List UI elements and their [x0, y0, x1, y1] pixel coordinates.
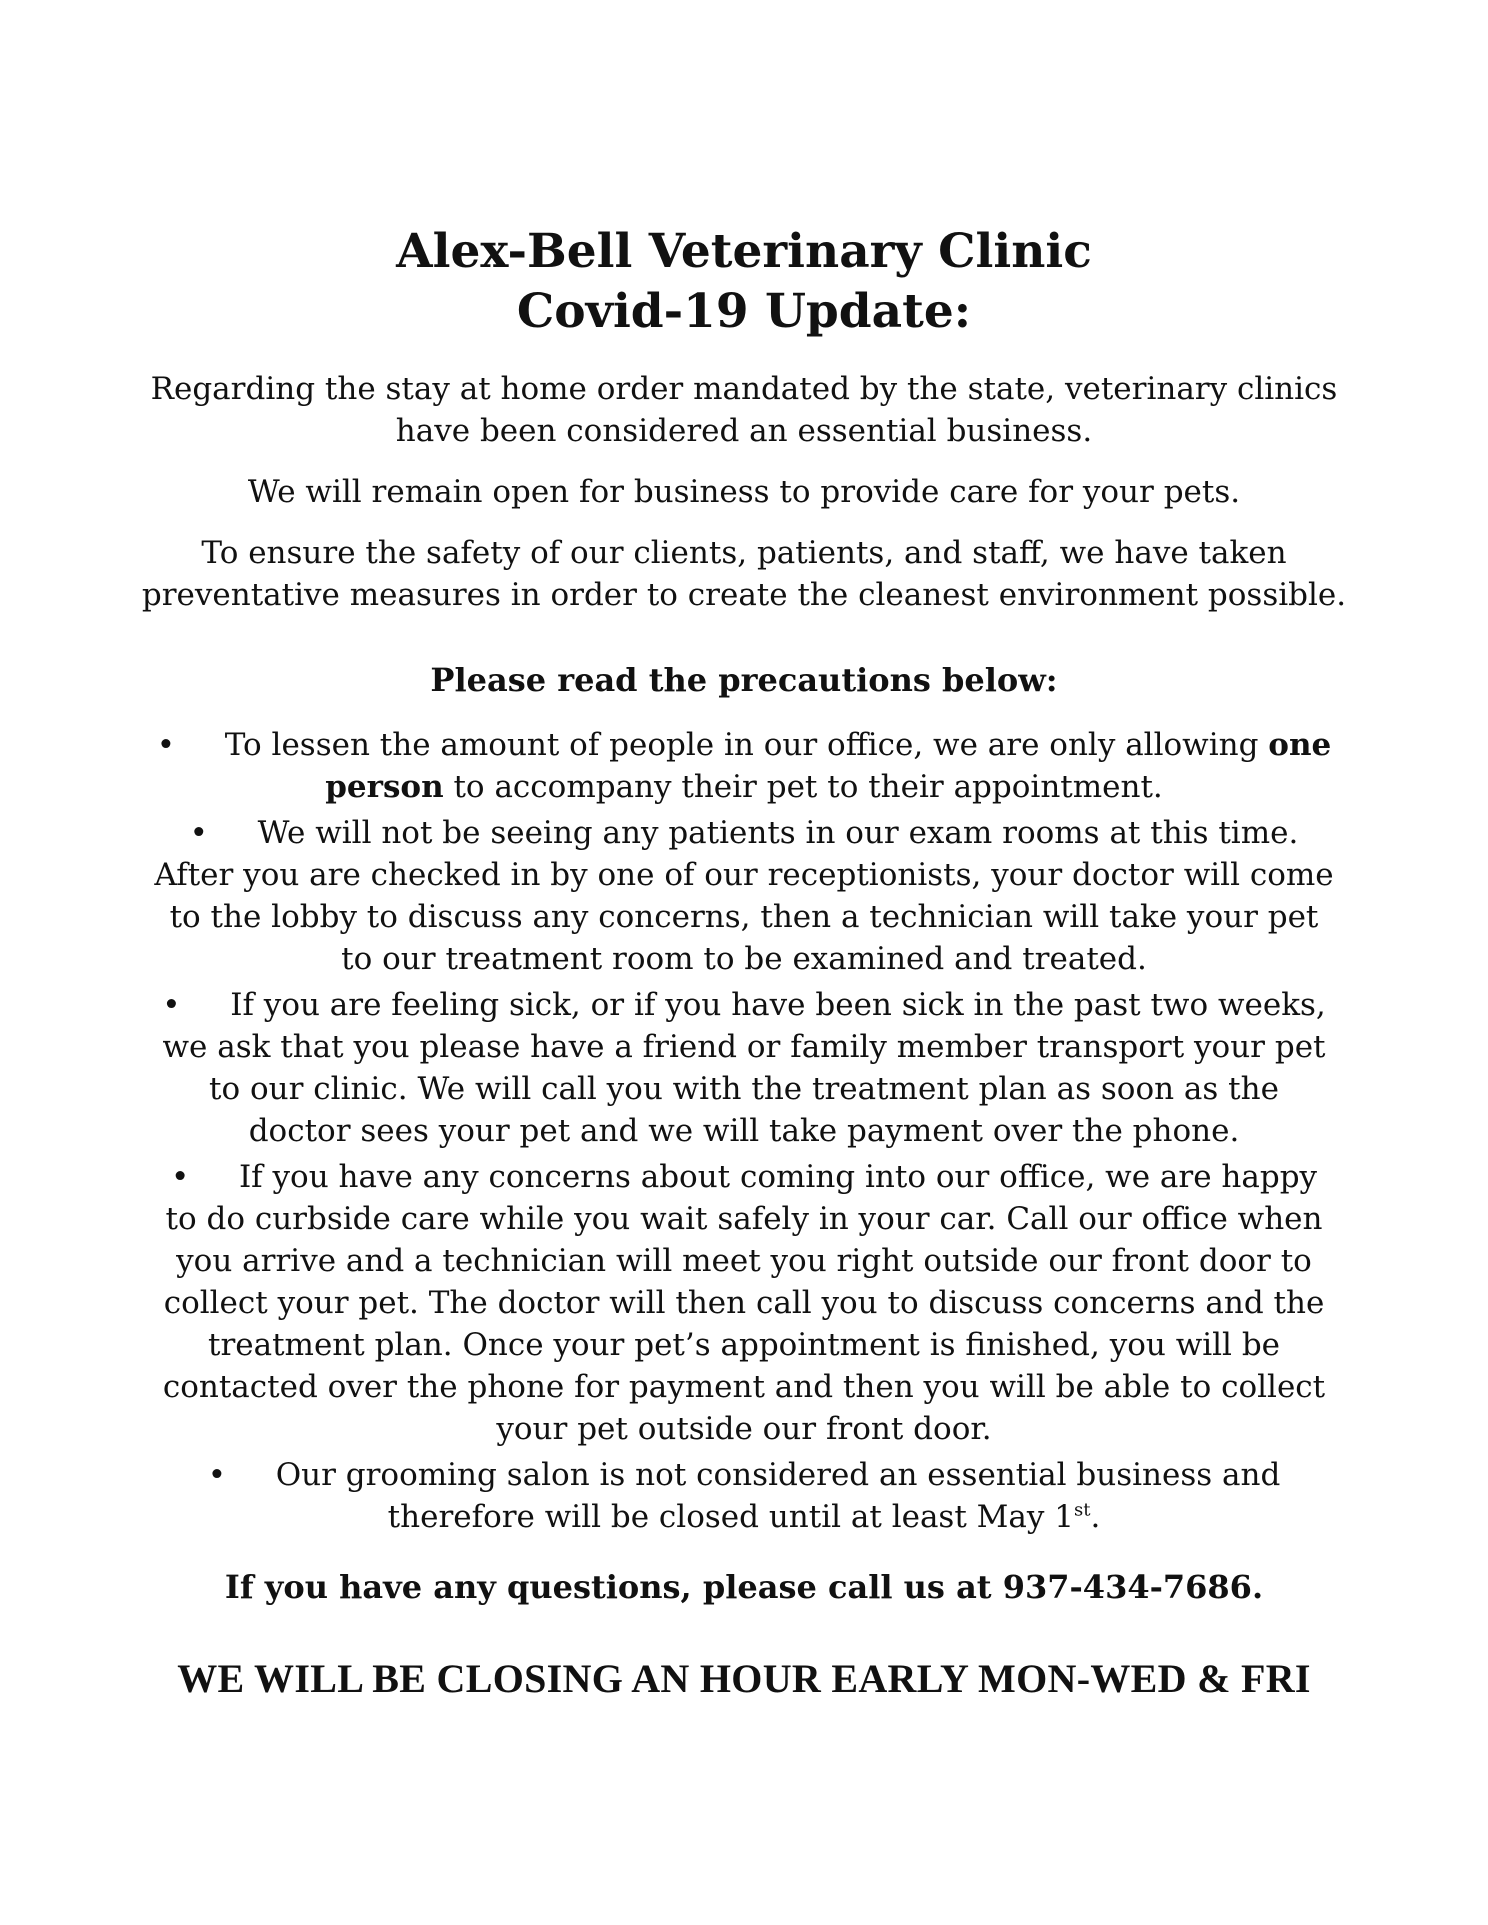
bullet-icon: •: [156, 727, 176, 763]
intro-safety-measures: To ensure the safety of our clients, patients, and staff, we have taken preventative measures in order to create the cleanest environment possible.: [141, 535, 1347, 613]
precaution-item-curbside-care: [140, 1156, 1348, 1450]
precaution-item-exam-rooms: [140, 812, 1348, 980]
intro-essential-business: Regarding the stay at home order mandated by the state, veterinary clinics have been considered an essential business.: [150, 371, 1338, 449]
date-superscript: st: [1073, 1499, 1091, 1521]
title-update: Covid-19 Update:: [516, 284, 972, 339]
precaution-emphasis: one person: [325, 727, 1332, 805]
precaution-text: If you are feeling sick, or if you have been sick in the past two weeks, we ask that you please have a friend or family member transport your pet to our clinic. We will call you with the treatment plan as soon as the doctor sees your pet and we will take payment over the phone.: [162, 987, 1326, 1149]
closing-hours-notice: WE WILL BE CLOSING AN HOUR EARLY MON-WED & FRI: [177, 1656, 1311, 1701]
intro-remain-open: We will remain open for business to provide care for your pets.: [247, 474, 1241, 510]
intro-section: [140, 368, 1348, 616]
precaution-text: Our grooming salon is not considered an essential business and therefore will be closed until at least May 1: [275, 1457, 1281, 1535]
precaution-text: To lessen the amount of people in our office, we are only allowing: [224, 727, 1269, 763]
precaution-text: We will not be seeing any patients in our exam rooms at this time. After you are checked in by one of our receptionists, your doctor will come to the lobby to discuss any concerns, then a technician will take your pet to our treatment room to be examined and treated.: [154, 815, 1334, 977]
bullet-icon: •: [162, 987, 181, 1023]
covid-update-notice: [140, 222, 1348, 1704]
precaution-text: If you have any concerns about coming into our office, we are happy to do curbside care while you wait safely in your car. Call our office when you arrive and a technician will meet you right outside our front door to collect your pet. The doctor will then call you to discuss concerns and the treatment plan. Once your pet’s appointment is finished, you will be contacted over the phone for payment and then you will be able to collect your pet outside our front door.: [162, 1159, 1326, 1447]
page-title: [140, 222, 1348, 342]
precautions-list: [140, 724, 1348, 1538]
precaution-item-one-person: [140, 724, 1348, 808]
bullet-icon: •: [170, 1159, 190, 1195]
bullet-icon: •: [207, 1457, 226, 1493]
precaution-item-feeling-sick: [140, 984, 1348, 1152]
bullet-icon: •: [189, 815, 208, 851]
precautions-heading: Please read the precautions below:: [430, 661, 1058, 699]
contact-phone-line: If you have any questions, please call us at 937-434-7686.: [224, 1568, 1264, 1606]
precaution-item-grooming-closed: [140, 1454, 1348, 1538]
precaution-text: to accompany their pet to their appointment.: [443, 769, 1163, 805]
precaution-text-end: .: [1090, 1499, 1101, 1535]
title-clinic-name: Alex-Bell Veterinary Clinic: [396, 224, 1092, 279]
